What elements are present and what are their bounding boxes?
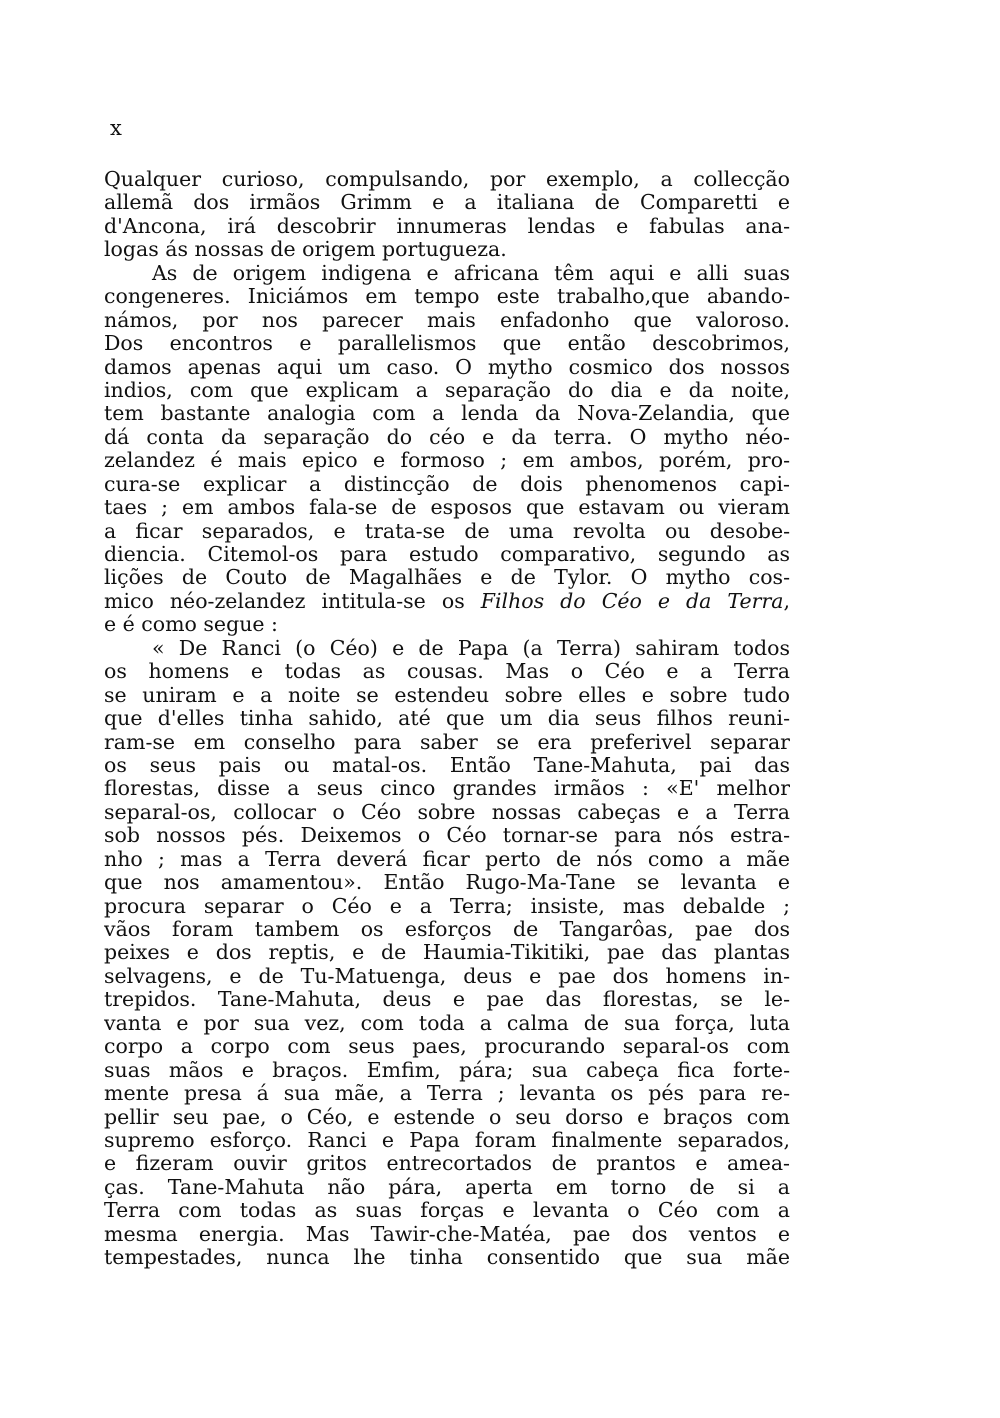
text-line <box>104 262 790 285</box>
text-line-content: os homens e todas as cousas. Mas o Céo e a Terra <box>104 660 790 684</box>
text-line <box>104 1129 790 1152</box>
text-line-content: mesma energia. Mas Tawir-che-Matéa, pae dos ventos e <box>104 1222 790 1246</box>
text-line <box>104 941 790 964</box>
text-line <box>104 1035 790 1058</box>
text-line <box>104 684 790 707</box>
text-line <box>104 191 790 214</box>
text-line <box>104 520 790 543</box>
text-line <box>104 1176 790 1199</box>
text-line <box>104 1152 790 1175</box>
text-line <box>104 777 790 800</box>
text-line <box>104 168 790 191</box>
text-line-content: tempestades, nunca lhe tinha consentido que sua mãe <box>104 1246 790 1270</box>
text-line <box>104 543 790 566</box>
text-line <box>104 637 790 660</box>
text-line-content: supremo esforço. Ranci e Papa foram finalmente separados, <box>104 1128 790 1152</box>
text-line-content: allemã dos irmãos Grimm e a italiana de Comparetti e <box>104 191 790 215</box>
text-line <box>104 473 790 496</box>
text-line-content: trepidos. Tane-Mahuta, deus e pae das florestas, se le- <box>104 988 790 1012</box>
text-line-content: námos, por nos parecer mais enfadonho que valoroso. <box>104 308 790 332</box>
text-line <box>104 871 790 894</box>
text-line-content: « De Ranci (o Céo) e de Papa (a Terra) sahiram todos <box>152 636 790 660</box>
text-line-content: d'Ancona, irá descobrir innumeras lendas e fabulas ana- <box>104 214 790 238</box>
text-line-content: nho ; mas a Terra deverá ficar perto de nós como a mãe <box>104 847 790 871</box>
text-line <box>104 426 790 449</box>
text-line-content: que d'elles tinha sahido, até que um dia seus filhos reuni- <box>104 707 790 731</box>
text-line-content: lições de Couto de Magalhães e de Tylor. O mytho cos- <box>104 566 790 590</box>
page-number: x <box>110 116 123 140</box>
text-line-content: e é como segue : <box>104 613 278 637</box>
text-line <box>104 238 790 261</box>
text-line <box>104 965 790 988</box>
text-line-content: sob nossos pés. Deixemos o Céo tornar-se para nós estra- <box>104 824 790 848</box>
text-line <box>104 309 790 332</box>
text-line-content: suas mãos e braços. Emfim, pára; sua cabeça fica forte- <box>104 1058 790 1082</box>
text-line <box>104 1082 790 1105</box>
text-line <box>104 1059 790 1082</box>
text-line-content: os seus pais ou matal-os. Então Tane-Mahuta, pai das <box>104 753 790 777</box>
text-line <box>104 1246 790 1269</box>
text-line <box>104 707 790 730</box>
text-line-content: que nos amamentou». Então Rugo-Ma-Tane se levanta e <box>104 871 790 895</box>
text-line-content: vanta e por sua vez, com toda a calma de sua força, luta <box>104 1011 790 1035</box>
text-line <box>104 379 790 402</box>
text-line-content: As de origem indigena e africana têm aqui e alli suas <box>152 261 790 285</box>
text-line-content: Qualquer curioso, compulsando, por exemplo, a collecção <box>104 168 790 191</box>
text-line-suffix: , <box>783 589 790 613</box>
text-line <box>104 496 790 519</box>
text-line <box>104 590 790 613</box>
text-line <box>104 1106 790 1129</box>
text-line-content: vãos foram tambem os esforços de Tangarôas, pae dos <box>104 918 790 941</box>
text-line <box>104 1223 790 1246</box>
text-line <box>104 1012 790 1035</box>
text-line <box>104 731 790 754</box>
text-line-content: separal-os, collocar o Céo sobre nossas cabeças e a Terra <box>104 800 790 824</box>
text-line-content: zelandez é mais epico e formoso ; em ambos, porém, pro- <box>104 449 790 473</box>
text-line-content: indios, com que explicam a separação do dia e da noite, <box>104 378 790 402</box>
body-text <box>104 168 790 1270</box>
text-line <box>104 215 790 238</box>
text-line <box>104 848 790 871</box>
text-line <box>104 824 790 847</box>
text-line <box>104 801 790 824</box>
text-line-content: damos apenas aqui um caso. O mytho cosmico dos nossos <box>104 355 790 379</box>
text-line-content: tem bastante analogia com a lenda da Nova-Zelandia, que <box>104 402 790 426</box>
text-line-content: Dos encontros e parallelismos que então descobrimos, <box>104 332 790 356</box>
text-line <box>104 988 790 1011</box>
italic-title: Filhos do Céo e da Terra <box>480 589 784 613</box>
text-line <box>104 1199 790 1222</box>
text-line-content: logas ás nossas de origem portugueza. <box>104 238 507 262</box>
text-line-content: cura-se explicar a distincção de dois phenomenos capi- <box>104 472 790 496</box>
text-line-content: taes ; em ambos fala-se de esposos que estavam ou vieram <box>104 496 790 520</box>
text-line <box>104 660 790 683</box>
text-line-content: se uniram e a noite se estendeu sobre elles e sobre tudo <box>104 683 790 707</box>
text-line-content: selvagens, e de Tu-Matuenga, deus e pae dos homens in- <box>104 964 790 988</box>
text-line-content: e fizeram ouvir gritos entrecortados de prantos e amea- <box>104 1152 790 1176</box>
text-line <box>104 613 790 636</box>
text-line-content: mente presa á sua mãe, a Terra ; levanta os pés para re- <box>104 1082 790 1106</box>
text-line-content: Terra com todas as suas forças e levanta o Céo com a <box>104 1199 790 1223</box>
text-line <box>104 285 790 308</box>
text-line <box>104 566 790 589</box>
text-line-content: corpo a corpo com seus paes, procurando separal-os com <box>104 1035 790 1059</box>
text-line <box>104 918 790 941</box>
text-line-content: pellir seu pae, o Céo, e estende o seu dorso e braços com <box>104 1105 790 1129</box>
text-line-content: peixes e dos reptis, e de Haumia-Tikitiki, pae das plantas <box>104 941 790 965</box>
text-line-content: a ficar separados, e trata-se de uma revolta ou desobe- <box>104 519 790 543</box>
text-line-content: dá conta da separação do céo e da terra. O mytho néo- <box>104 425 790 449</box>
text-line-content: congeneres. Iniciámos em tempo este trabalho,que abando- <box>104 285 790 309</box>
text-line-content: ças. Tane-Mahuta não pára, aperta em torno de si a <box>104 1175 790 1199</box>
text-line <box>104 895 790 918</box>
text-line-content: diencia. Citemol-os para estudo comparativo, segundo as <box>104 543 790 566</box>
text-line-content: ram-se em conselho para saber se era preferivel separar <box>104 730 790 754</box>
text-line <box>104 402 790 425</box>
text-line-content: mico néo-zelandez intitula-se os <box>104 589 481 613</box>
text-line <box>104 754 790 777</box>
text-line <box>104 332 790 355</box>
text-line <box>104 356 790 379</box>
text-line-content: florestas, disse a seus cinco grandes irmãos : «E' melhor <box>104 777 790 801</box>
text-line <box>104 449 790 472</box>
text-line-content: procura separar o Céo e a Terra; insiste, mas debalde ; <box>104 894 790 918</box>
